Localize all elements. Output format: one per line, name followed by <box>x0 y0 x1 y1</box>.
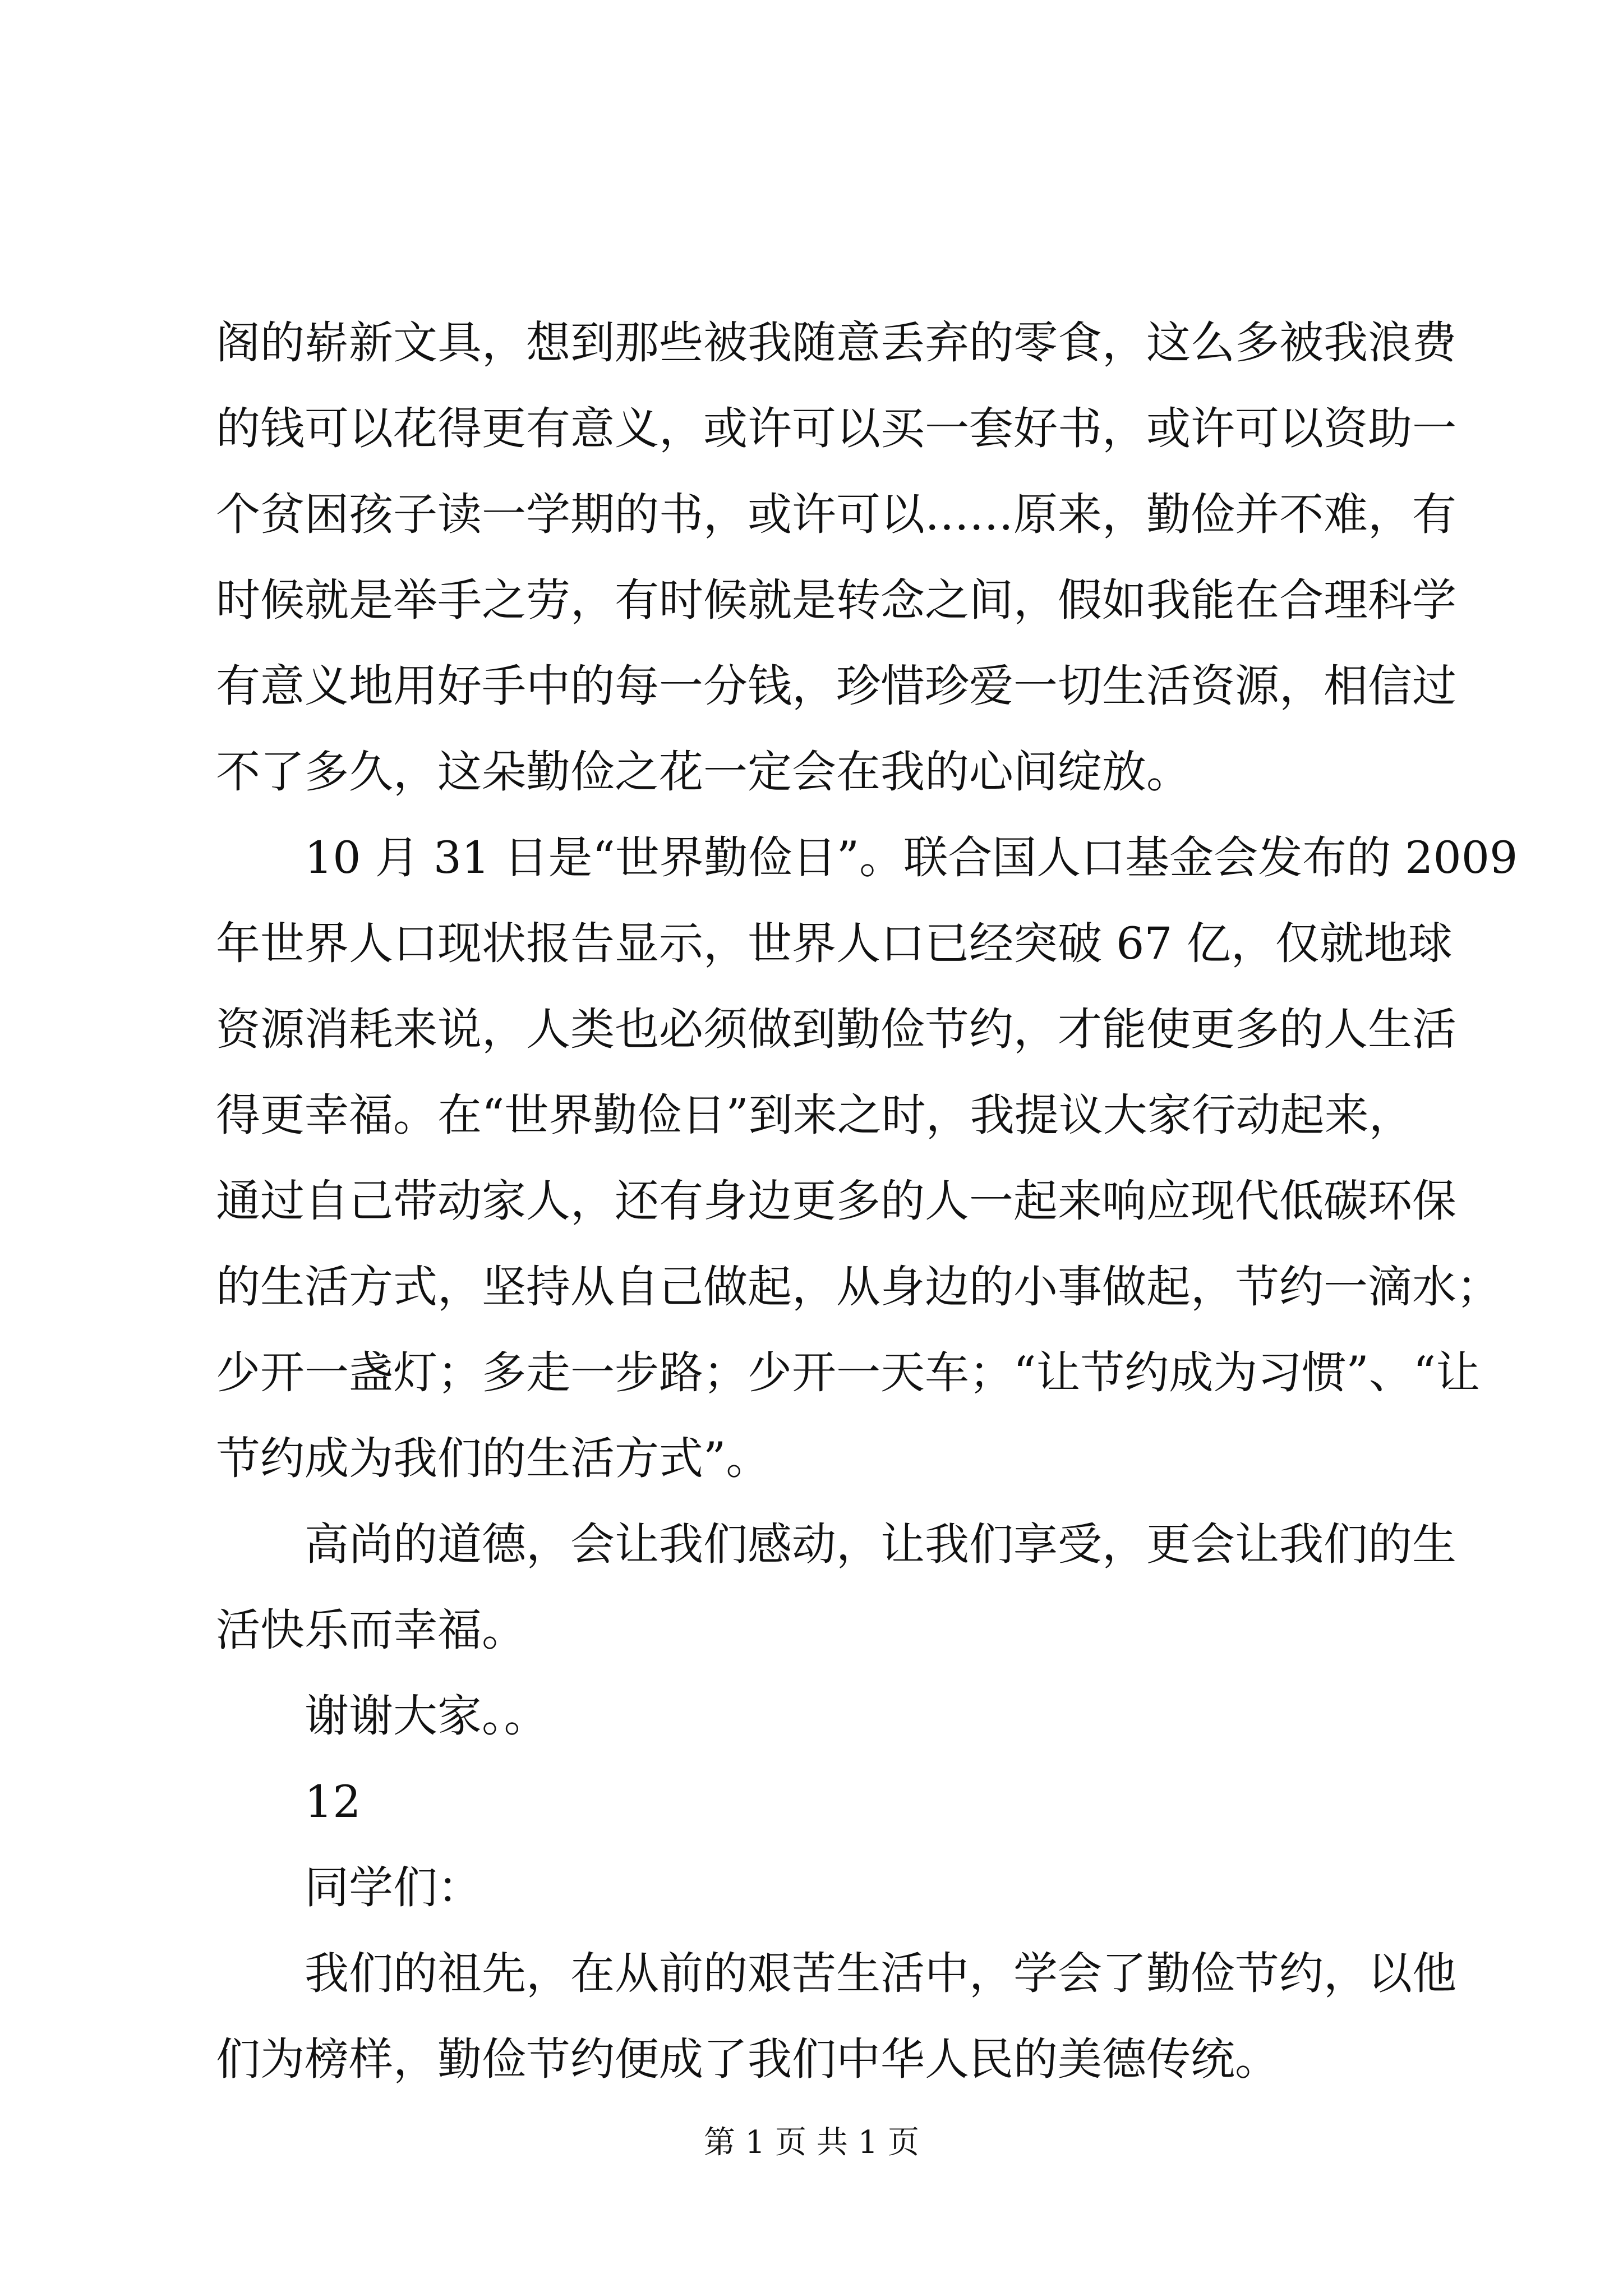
text-line: 们为榜样，勤俭节约便成了我们中华人民的美德传统。 <box>216 2033 1279 2085</box>
text-line: 年世界人口现状报告显示，世界人口已经突破 67 亿，仅就地球 <box>216 918 1453 969</box>
document-body <box>216 300 1518 2102</box>
closing-line: 谢谢大家。。 <box>305 1690 548 1742</box>
paragraph-start-line: 我们的祖先，在从前的艰苦生活中，学会了勤俭节约，以他 <box>305 1948 1456 1999</box>
paragraph-start-line: 10 月 31 日是“世界勤俭日”。联合国人口基金会发布的 2009 <box>305 832 1518 884</box>
paragraph-start-line: 高尚的道德，会让我们感动，让我们享受，更会让我们的生 <box>305 1519 1456 1570</box>
text-line: 时候就是举手之劳，有时候就是转念之间，假如我能在合理科学 <box>216 574 1456 626</box>
text-line: 不了多久，这朵勤俭之花一定会在我的心间绽放。 <box>216 746 1191 798</box>
text-line: 节约成为我们的生活方式”。 <box>216 1433 771 1484</box>
text-line: 活快乐而幸福。 <box>216 1604 526 1656</box>
page-footer: 第 1 页 共 1 页 <box>703 2124 920 2161</box>
text-line: 个贫困孩子读一学期的书，或许可以……原来，勤俭并不难，有 <box>216 489 1456 540</box>
section-number: 12 <box>305 1776 361 1828</box>
text-line: 得更幸福。在“世界勤俭日”到来之时，我提议大家行动起来， <box>216 1089 1413 1141</box>
salutation-line: 同学们： <box>305 1862 482 1913</box>
text-line: 通过自己带动家人，还有身边更多的人一起来响应现代低碳环保 <box>216 1175 1456 1227</box>
text-line: 有意义地用好手中的每一分钱，珍惜珍爱一切生活资源，相信过 <box>216 660 1456 712</box>
text-line: 的钱可以花得更有意义，或许可以买一套好书，或许可以资助一 <box>216 403 1456 454</box>
text-line: 阁的崭新文具，想到那些被我随意丢弃的零食，这么多被我浪费 <box>216 317 1456 369</box>
text-line: 少开一盏灯；多走一步路；少开一天车；“让节约成为习惯”、“让 <box>216 1347 1481 1398</box>
text-line: 资源消耗来说，人类也必须做到勤俭节约，才能使更多的人生活 <box>216 1004 1456 1055</box>
text-line: 的生活方式，坚持从自己做起，从身边的小事做起，节约一滴水； <box>216 1261 1501 1313</box>
